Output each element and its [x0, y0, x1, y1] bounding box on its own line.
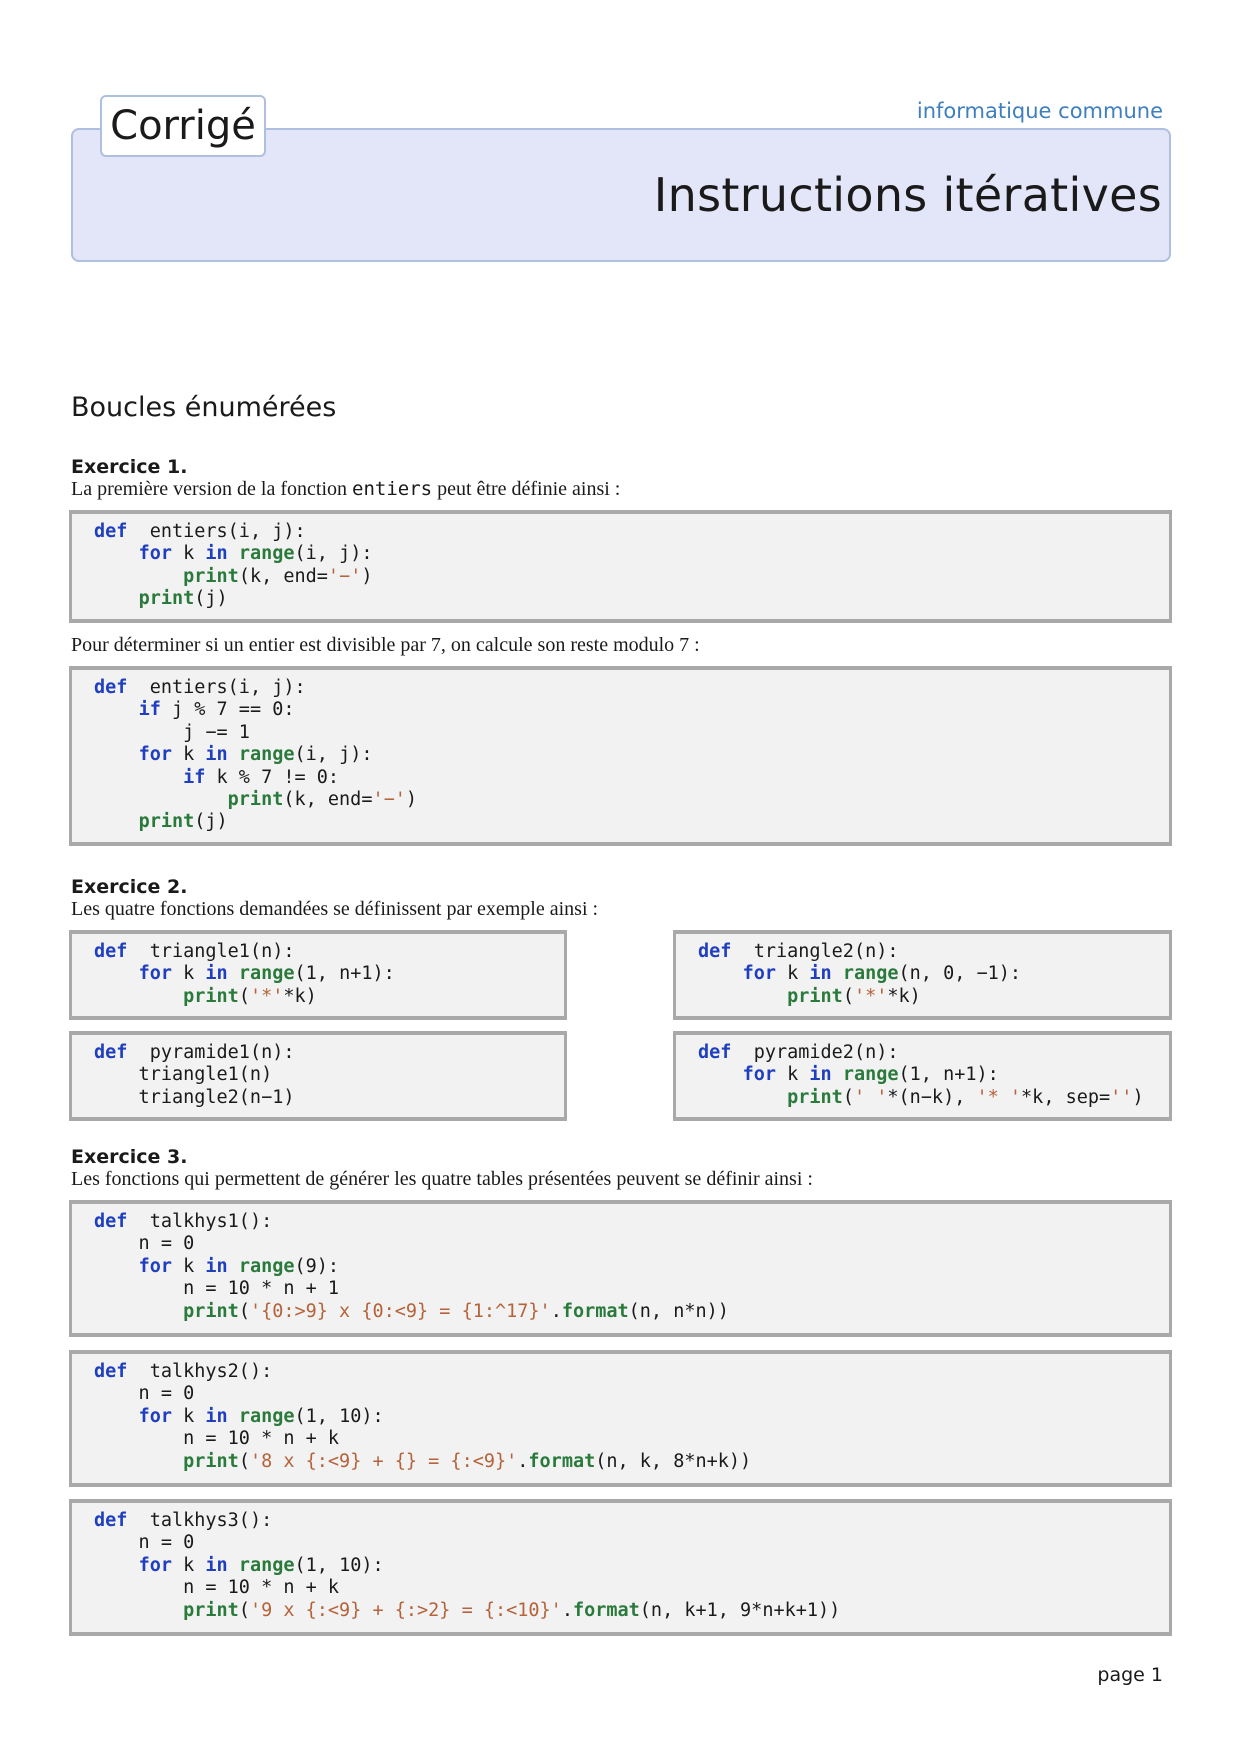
code-keyword: def [94, 1510, 128, 1531]
code-text: (i, j): [294, 543, 373, 565]
code-line [94, 1256, 1169, 1278]
code-block-pyramide1 [69, 1031, 567, 1121]
code-line [94, 1451, 1169, 1473]
code-text [94, 811, 139, 832]
code-text: (j) [194, 588, 228, 610]
code-keyword: if [183, 766, 206, 788]
code-builtin: range [227, 543, 295, 565]
exercise-3-title: Exercice 3. [71, 1146, 188, 1168]
code-string: '*' [853, 985, 888, 1007]
exercise-1-title: Exercice 1. [71, 456, 188, 478]
page-title: Instructions itératives [653, 168, 1162, 222]
code-line [94, 677, 1169, 699]
code-keyword: in [809, 963, 832, 985]
code-builtin: format [528, 1450, 596, 1472]
code-keyword: for [138, 543, 172, 565]
code-string: '*' [249, 985, 284, 1007]
code-text: *k) [283, 985, 317, 1007]
code-text: ( [842, 985, 854, 1007]
code-keyword: in [205, 1554, 228, 1576]
code-builtin: range [227, 1255, 295, 1277]
code-line [94, 744, 1169, 766]
code-builtin: range [227, 1405, 295, 1427]
code-keyword: for [138, 744, 172, 766]
code-keyword: for [742, 963, 776, 985]
code-text [94, 1406, 139, 1427]
code-builtin: range [227, 744, 295, 766]
code-builtin: print [138, 588, 195, 610]
code-text: n = 0 [94, 1532, 195, 1554]
code-string: '{0:>9} x {0:<9} = {1:^17}' [249, 1300, 551, 1322]
code-keyword: in [809, 1064, 832, 1086]
code-string: '* ' [976, 1086, 1022, 1108]
code-text [94, 767, 183, 788]
code-text: j % 7 == 0: [160, 699, 295, 721]
code-text: ) [1132, 1086, 1144, 1108]
code-text: (j) [194, 811, 228, 833]
code-keyword: def [94, 1361, 128, 1382]
code-text: (1, 10): [294, 1554, 384, 1576]
code-string: '9 x {:<9} + {:>2} = {:<10}' [249, 1599, 562, 1621]
code-line [94, 1233, 1169, 1255]
code-keyword: def [698, 1042, 732, 1063]
code-text [698, 1064, 743, 1085]
code-line [94, 1278, 1169, 1300]
code-line [94, 588, 1169, 610]
exercise-1-intro-before: La première version de la fonction [71, 478, 352, 500]
code-string: '−' [372, 789, 406, 811]
code-text: talkhys2(): [127, 1361, 273, 1382]
code-text: ( [842, 1086, 854, 1108]
code-line [94, 1211, 1169, 1233]
code-keyword: def [94, 1042, 128, 1063]
code-text [94, 543, 139, 564]
code-line [94, 1577, 1169, 1599]
code-keyword: if [138, 699, 161, 721]
code-line [94, 767, 1169, 789]
code-builtin: print [183, 1300, 239, 1322]
code-text: k [171, 543, 206, 565]
code-text: entiers(i, j): [127, 677, 306, 698]
exercise-2-title: Exercice 2. [71, 876, 188, 898]
code-string: '−' [327, 565, 362, 587]
code-text [94, 744, 139, 765]
code-text: n = 0 [94, 1233, 195, 1255]
code-text: *k) [887, 985, 921, 1007]
code-keyword: for [742, 1064, 776, 1086]
exercise-1-middle-text: Pour déterminer si un entier est divisible par 7, on calcule son reste modulo 7 : [71, 634, 700, 656]
code-text: (n, k, 8*n+k)) [595, 1450, 752, 1472]
code-builtin: range [227, 1554, 295, 1576]
code-line [94, 1555, 1169, 1577]
code-line [94, 1087, 564, 1109]
code-text: j −= 1 [94, 721, 250, 743]
code-text [698, 963, 743, 984]
page-number: page 1 [1097, 1664, 1163, 1686]
code-builtin: print [787, 1086, 843, 1108]
code-text [94, 566, 183, 587]
code-line [94, 521, 1169, 543]
code-builtin: print [787, 985, 843, 1007]
code-line [94, 1064, 564, 1086]
code-text [698, 1087, 787, 1108]
code-line [94, 1406, 1169, 1428]
code-text: triangle1(n) [94, 1064, 273, 1086]
code-text: triangle1(n): [127, 941, 295, 962]
code-line [94, 1361, 1169, 1383]
code-line [698, 941, 1169, 963]
code-text [94, 1600, 183, 1621]
exercise-1-intro-code: entiers [352, 478, 433, 500]
code-text [94, 1451, 183, 1472]
code-text: k % 7 != 0: [205, 766, 340, 788]
exercise-2-intro: Les quatre fonctions demandées se définissent par exemple ainsi : [71, 898, 599, 920]
code-line [94, 963, 564, 985]
code-text: pyramide1(n): [127, 1042, 295, 1063]
code-line [94, 1042, 564, 1064]
code-line [94, 1510, 1169, 1532]
code-line [94, 941, 564, 963]
code-line [94, 1301, 1169, 1323]
code-text [94, 963, 139, 984]
exercise-3-intro: Les fonctions qui permettent de générer les quatre tables présentées peuvent se définir ainsi : [71, 1168, 813, 1190]
code-line [94, 1532, 1169, 1554]
code-text: n = 10 * n + k [94, 1577, 340, 1599]
code-text [94, 588, 139, 609]
code-builtin: range [227, 963, 295, 985]
code-text: (n, n*n)) [628, 1300, 729, 1322]
code-text: . [517, 1450, 529, 1472]
code-text: ( [238, 1450, 250, 1472]
code-line [94, 1428, 1169, 1450]
code-text: (1, n+1): [294, 963, 395, 985]
code-builtin: print [227, 789, 284, 811]
code-text: k [171, 1255, 206, 1277]
code-text: entiers(i, j): [127, 521, 306, 542]
subject-label: informatique commune [916, 99, 1163, 123]
code-text: k [171, 1405, 206, 1427]
code-builtin: format [561, 1300, 629, 1322]
code-keyword: def [94, 677, 128, 698]
code-keyword: def [698, 941, 732, 962]
code-keyword: def [94, 1211, 128, 1232]
code-text: (n, k+1, 9*n+k+1)) [639, 1599, 841, 1621]
code-text: (i, j): [294, 744, 373, 766]
code-text: triangle2(n): [731, 941, 899, 962]
code-keyword: def [94, 941, 128, 962]
code-keyword: for [138, 1405, 172, 1427]
code-builtin: print [183, 985, 239, 1007]
code-block-talkhys2 [69, 1350, 1172, 1487]
code-text: . [561, 1599, 573, 1621]
code-block-triangle1 [69, 930, 567, 1020]
code-text: (1, 10): [294, 1405, 384, 1427]
code-text: (k, end= [283, 789, 373, 811]
code-text: talkhys3(): [127, 1510, 273, 1531]
code-text: triangle2(n−1) [94, 1086, 295, 1108]
code-block-pyramide2 [673, 1031, 1172, 1121]
code-string: ' ' [853, 1086, 888, 1108]
code-text: ( [238, 1300, 250, 1322]
code-keyword: for [138, 1255, 172, 1277]
code-string: '' [1110, 1086, 1133, 1108]
code-text: (1, n+1): [898, 1064, 999, 1086]
code-builtin: print [183, 565, 239, 587]
code-text [94, 699, 139, 720]
code-block-entiers-v2 [69, 666, 1172, 846]
code-text [94, 986, 183, 1007]
code-text: (n, 0, −1): [898, 963, 1022, 985]
code-line [94, 811, 1169, 833]
code-builtin: format [572, 1599, 640, 1621]
code-text: . [550, 1300, 562, 1322]
code-keyword: in [205, 963, 228, 985]
code-line [94, 543, 1169, 565]
code-block-entiers-v1 [69, 510, 1172, 623]
code-keyword: def [94, 521, 128, 542]
code-text: ) [405, 789, 418, 811]
code-keyword: in [205, 1405, 228, 1427]
code-builtin: range [831, 963, 899, 985]
code-keyword: in [205, 1255, 228, 1277]
code-block-talkhys3 [69, 1499, 1172, 1636]
code-text [94, 1555, 139, 1576]
code-line [698, 1087, 1169, 1109]
code-text [94, 1301, 183, 1322]
code-text: n = 10 * n + k [94, 1428, 340, 1450]
code-line [698, 963, 1169, 985]
code-builtin: print [183, 1450, 239, 1472]
code-line [94, 722, 1169, 744]
exercise-1-intro [71, 478, 620, 501]
code-text: pyramide2(n): [731, 1042, 899, 1063]
code-line [94, 1383, 1169, 1405]
code-block-triangle2 [673, 930, 1172, 1020]
code-keyword: for [138, 1554, 172, 1576]
code-text: (k, end= [238, 565, 328, 587]
code-block-talkhys1 [69, 1200, 1172, 1337]
code-builtin: print [138, 811, 195, 833]
code-text [94, 789, 228, 810]
code-line [698, 1042, 1169, 1064]
code-line [94, 986, 564, 1008]
code-line [94, 566, 1169, 588]
code-text: *k, sep= [1021, 1086, 1111, 1108]
code-text: (9): [294, 1255, 340, 1277]
code-text: k [171, 963, 206, 985]
code-keyword: in [205, 744, 228, 766]
code-keyword: in [205, 543, 228, 565]
code-text: ( [238, 1599, 250, 1621]
code-builtin: print [183, 1599, 239, 1621]
code-text: k [775, 963, 810, 985]
code-keyword: for [138, 963, 172, 985]
code-text: ( [238, 985, 250, 1007]
code-text: n = 0 [94, 1383, 195, 1405]
code-line [698, 1064, 1169, 1086]
code-text [698, 986, 787, 1007]
corrige-badge: Corrigé [100, 95, 266, 157]
code-line [94, 789, 1169, 811]
code-line [94, 699, 1169, 721]
code-text: k [171, 1554, 206, 1576]
code-text: *(n−k), [887, 1086, 977, 1108]
code-text: ) [361, 565, 373, 587]
code-line [94, 1600, 1169, 1622]
code-text: n = 10 * n + 1 [94, 1278, 340, 1300]
code-builtin: range [831, 1064, 899, 1086]
code-text: k [775, 1064, 810, 1086]
code-text: k [171, 744, 206, 766]
section-title: Boucles énumérées [71, 392, 337, 423]
exercise-1-intro-after: peut être définie ainsi : [432, 478, 621, 500]
code-text: talkhys1(): [127, 1211, 273, 1232]
code-string: '8 x {:<9} + {} = {:<9}' [249, 1450, 518, 1472]
code-line [698, 986, 1169, 1008]
code-text [94, 1256, 139, 1277]
